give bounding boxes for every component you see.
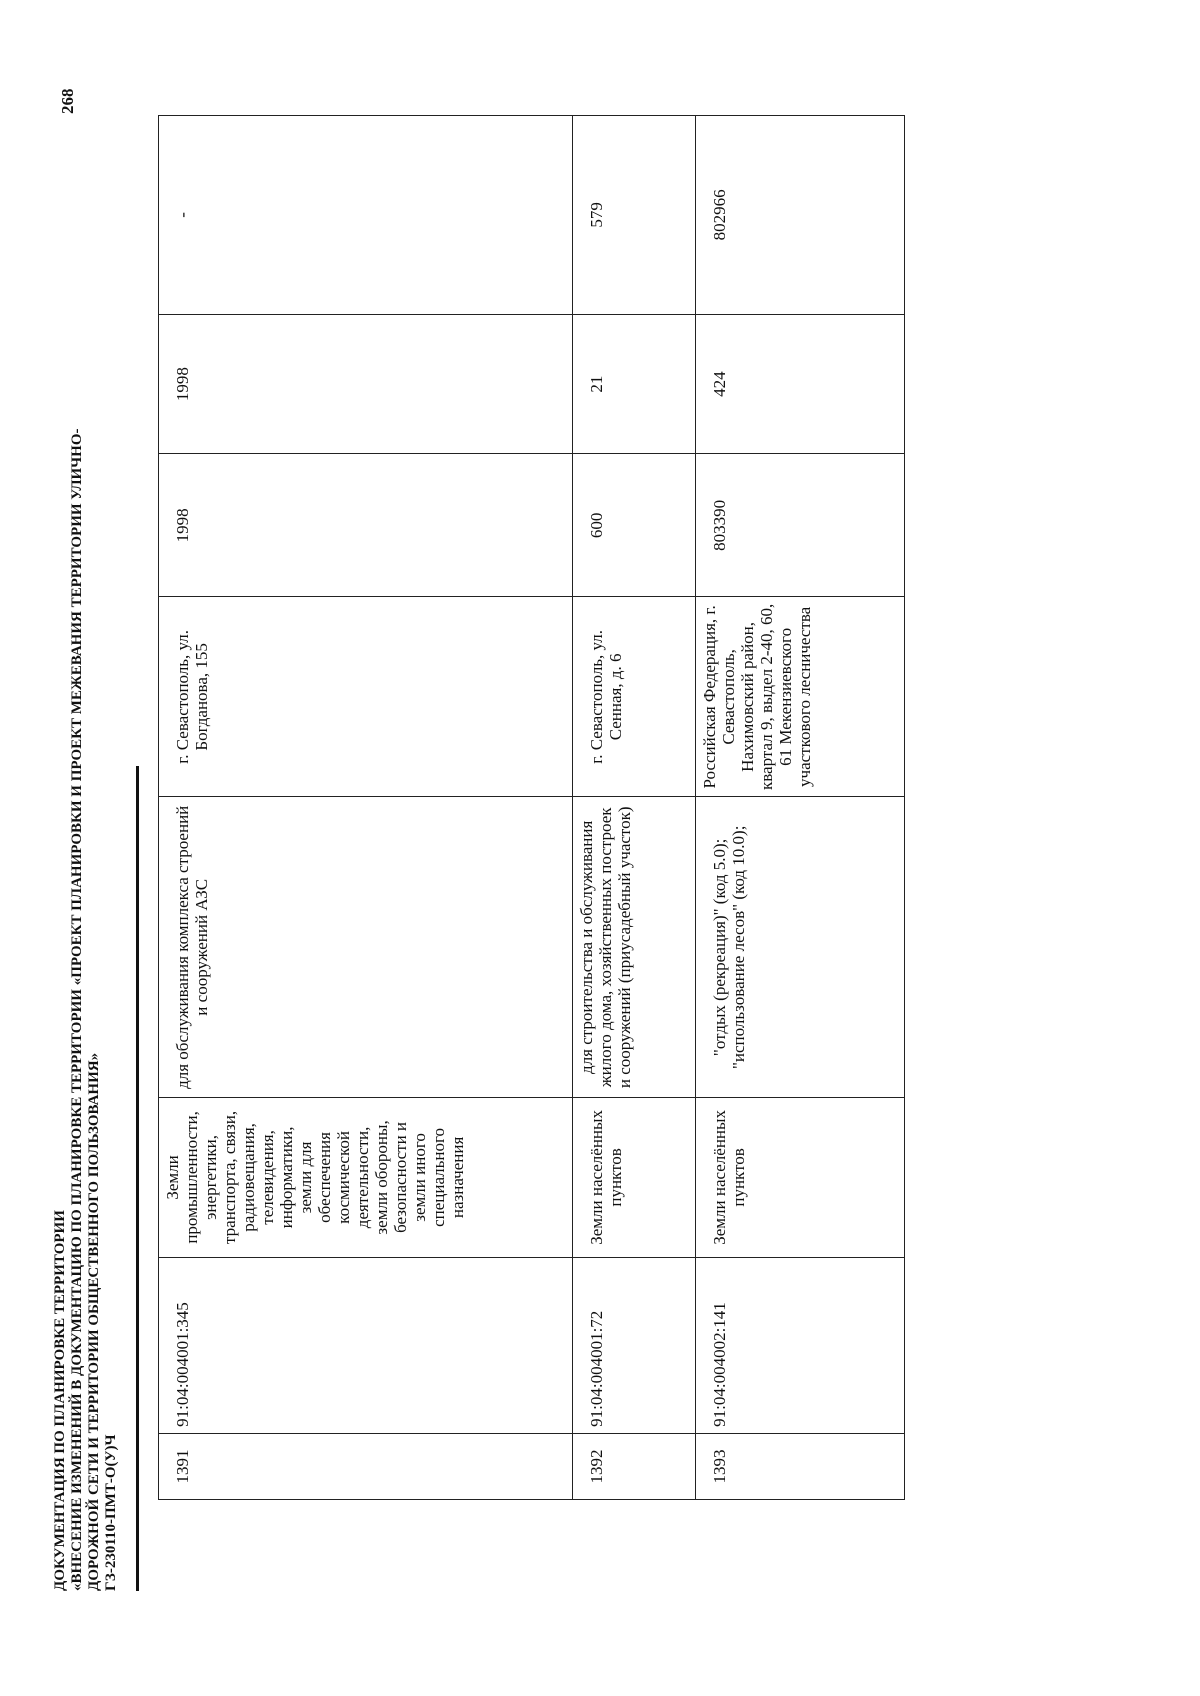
- row-number: 1393: [696, 1433, 905, 1499]
- table-row: [159, 116, 573, 1500]
- document-header: [52, 111, 120, 1591]
- land-category: Земли населённых пунктов: [696, 1098, 905, 1257]
- row-number: 1392: [573, 1433, 696, 1499]
- permitted-use: для обслуживания комплекса строений и сооружений АЗС: [159, 797, 573, 1098]
- table-row: [696, 116, 905, 1500]
- permitted-use: "отдых (рекреация)" (код 5.0); "использование лесов" (код 10.0);: [696, 797, 905, 1098]
- value-column-1: 1998: [159, 454, 573, 597]
- value-column-2: 21: [573, 314, 696, 454]
- land-plots-table: [158, 115, 905, 1500]
- value-column-2: 424: [696, 314, 905, 454]
- value-column-1: 600: [573, 454, 696, 597]
- cadastral-number: 91:04:004001:72: [573, 1257, 696, 1433]
- cadastral-number: 91:04:004002:141: [696, 1257, 905, 1433]
- header-underline: [136, 766, 139, 1591]
- cadastral-number: 91:04:004001:345: [159, 1257, 573, 1433]
- value-column-1: 803390: [696, 454, 905, 597]
- page-number: 268: [58, 88, 77, 114]
- address: г. Севастополь, ул. Богданова, 155: [159, 597, 573, 797]
- value-column-2: 1998: [159, 314, 573, 454]
- address: г. Севастополь, ул. Сенная, д. 6: [573, 597, 696, 797]
- land-category: Земли населённых пунктов: [573, 1098, 696, 1257]
- row-number: 1391: [159, 1433, 573, 1499]
- permitted-use: для строительства и обслуживания жилого дома, хозяйственных построек и сооружений (приусадебный участок): [573, 797, 696, 1098]
- value-column-3: 579: [573, 116, 696, 315]
- header-line-3: ДОРОЖНОЙ СЕТИ И ТЕРРИТОРИИ ОБЩЕСТВЕННОГО ПОЛЬЗОВАНИЯ»: [86, 1052, 102, 1591]
- header-line-1: ДОКУМЕНТАЦИЯ ПО ПЛАНИРОВКЕ ТЕРРИТОРИИ: [52, 1210, 68, 1591]
- value-column-3: 802966: [696, 116, 905, 315]
- table-row: [573, 116, 696, 1500]
- header-line-4: ГЗ-230110-ПМТ-О(У)Ч: [103, 1434, 119, 1591]
- address: Российская Федерация, г. Севастополь, Нахимовский район, квартал 9, выдел 2-40, 60, 61 Мекензиевского участкового лесничества: [696, 597, 905, 797]
- land-category: Земли промышленности, энергетики, транспорта, связи, радиовещания, телевидения, информатики, земли для обеспечения космической деятельности, земли обороны, безопасности и земли иного специального назначения: [159, 1098, 573, 1257]
- value-column-3: -: [159, 116, 573, 315]
- header-line-2: «ВНЕСЕНИЕ ИЗМЕНЕНИЙ В ДОКУМЕНТАЦИЮ ПО ПЛАНИРОВКЕ ТЕРРИТОРИИ «ПРОЕКТ ПЛАНИРОВКИ И ПРОЕКТ МЕЖЕВАНИЯ ТЕРРИТОРИИ УЛИЧНО-: [69, 428, 85, 1591]
